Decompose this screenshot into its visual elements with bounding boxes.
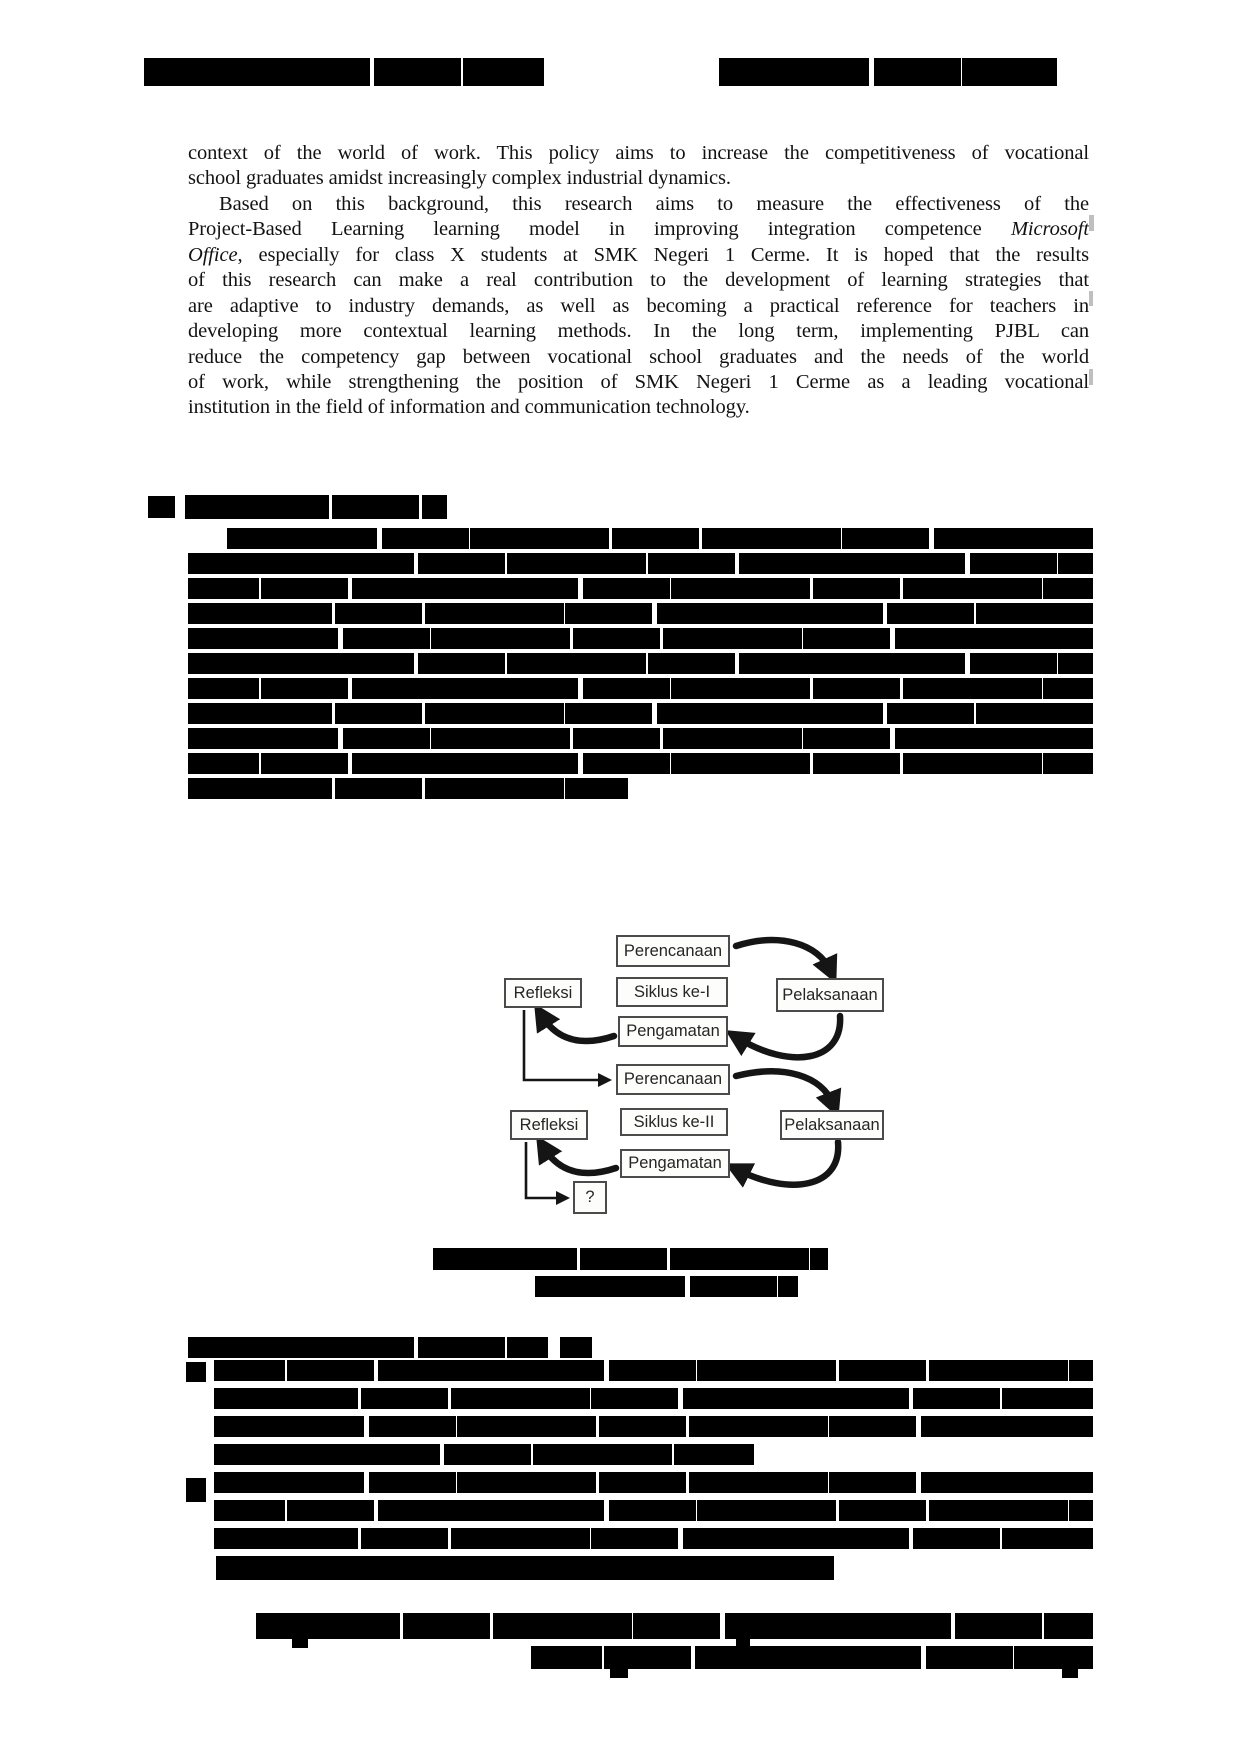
redacted-header-left — [144, 58, 544, 86]
arrow-observe1-to-reflect1 — [542, 1016, 614, 1041]
figure-box-cycle2-label: Siklus ke-II — [620, 1108, 728, 1136]
body-text-column — [188, 141, 1089, 421]
paragraph-span-italic: Office — [188, 243, 238, 266]
figure-box-observe-cycle1: Pengamatan — [618, 1016, 728, 1047]
paragraph-line: reduce the competency gap between vocational school graduates and the needs of the world — [188, 345, 1089, 368]
action-research-cycle-figure — [440, 920, 920, 1230]
redacted-text-line — [188, 728, 1093, 749]
arrow-plan2-to-act2 — [736, 1071, 833, 1104]
redacted-text-line — [214, 1500, 1093, 1521]
redacted-list-marker-b — [186, 1478, 206, 1502]
redacted-text-line — [188, 603, 1093, 624]
redacted-section-number — [148, 496, 175, 518]
arrow-act1-to-observe1 — [738, 1016, 840, 1057]
figure-box-reflect-cycle2: Refleksi — [510, 1110, 588, 1140]
paragraph-line: of this research can make a real contribution to the development of learning strategies that — [188, 269, 1089, 292]
arrow-plan1-to-act1 — [736, 940, 830, 970]
paragraph-span: , especially for class X students at SMK Negeri 1 Cerme. It is hoped that the results — [237, 243, 1089, 266]
figure-box-plan-cycle2: Perencanaan — [616, 1064, 730, 1095]
paragraph-line: school graduates amidst increasingly complex industrial dynamics. — [188, 167, 731, 190]
figure-box-act-cycle1: Pelaksanaan — [776, 978, 884, 1012]
redacted-text-line — [188, 553, 1093, 574]
redacted-figure-caption-line — [535, 1276, 798, 1297]
redacted-descender-fragment — [610, 1669, 628, 1678]
figure-box-cycle1-label: Siklus ke-I — [616, 977, 728, 1007]
redacted-text-line — [214, 1388, 1093, 1409]
paragraph-line — [188, 217, 1089, 242]
redacted-descender-fragment — [292, 1639, 308, 1648]
redacted-text-line — [188, 578, 1093, 599]
paragraph-line: institution in the field of information and communication technology. — [188, 396, 750, 419]
paragraph-line: are adaptive to industry demands, as well as becoming a practical reference for teachers in — [188, 294, 1089, 317]
redacted-text-line — [214, 1472, 1093, 1493]
redacted-text-line — [214, 1360, 1093, 1381]
arrow-act2-to-observe2 — [738, 1142, 838, 1185]
figure-box-observe-cycle2: Pengamatan — [620, 1149, 730, 1178]
paragraph-line: context of the world of work. This policy aims to increase the competitiveness of vocational — [188, 142, 1089, 164]
redacted-header-right — [719, 58, 1057, 86]
redacted-subheading — [188, 1337, 548, 1358]
redacted-descender-fragment — [1062, 1669, 1078, 1678]
figure-box-next-cycle-question: ? — [573, 1181, 607, 1214]
scan-artifact — [1089, 291, 1093, 306]
connector-reflect1-to-plan2 — [524, 1010, 604, 1080]
redacted-text-line — [188, 753, 1093, 774]
redacted-text-line — [188, 628, 1093, 649]
figure-box-plan-cycle1: Perencanaan — [616, 935, 730, 967]
redacted-text-line — [227, 528, 1093, 549]
redacted-text-line — [256, 1613, 1093, 1639]
redacted-text-line — [188, 678, 1093, 699]
redacted-text-line — [188, 703, 1093, 724]
redacted-text-line — [216, 1556, 834, 1580]
paragraph-line: Based on this background, this research aims to measure the effectiveness of the — [219, 192, 1089, 215]
redacted-text-line — [214, 1528, 1093, 1549]
figure-box-act-cycle2: Pelaksanaan — [780, 1110, 884, 1140]
redacted-section-heading — [185, 495, 447, 519]
paragraph-span-italic: Microsoft — [1010, 218, 1089, 241]
scan-artifact — [1089, 215, 1094, 231]
redacted-text-line — [214, 1416, 1093, 1437]
paragraph-line — [188, 243, 1089, 268]
paragraph-line: developing more contextual learning methods. In the long term, implementing PJBL can — [188, 320, 1089, 343]
redacted-list-marker-a — [186, 1362, 206, 1382]
arrow-observe2-to-reflect2 — [544, 1148, 616, 1173]
scan-artifact — [1089, 369, 1093, 385]
redacted-figure-caption-line — [433, 1248, 828, 1270]
redacted-text-line — [531, 1646, 1093, 1669]
redacted-subheading-fragment — [560, 1337, 592, 1358]
redacted-text-line — [188, 778, 628, 799]
paragraph-line: of work, while strengthening the position of SMK Negeri 1 Cerme as a leading vocational — [188, 370, 1089, 393]
redacted-descender-fragment — [736, 1639, 750, 1647]
paragraph-span: Project-Based Learning learning model in improving integration competence — [188, 218, 1011, 241]
figure-box-reflect-cycle1: Refleksi — [504, 978, 582, 1008]
redacted-text-line — [188, 653, 1093, 674]
redacted-text-line — [214, 1444, 754, 1465]
